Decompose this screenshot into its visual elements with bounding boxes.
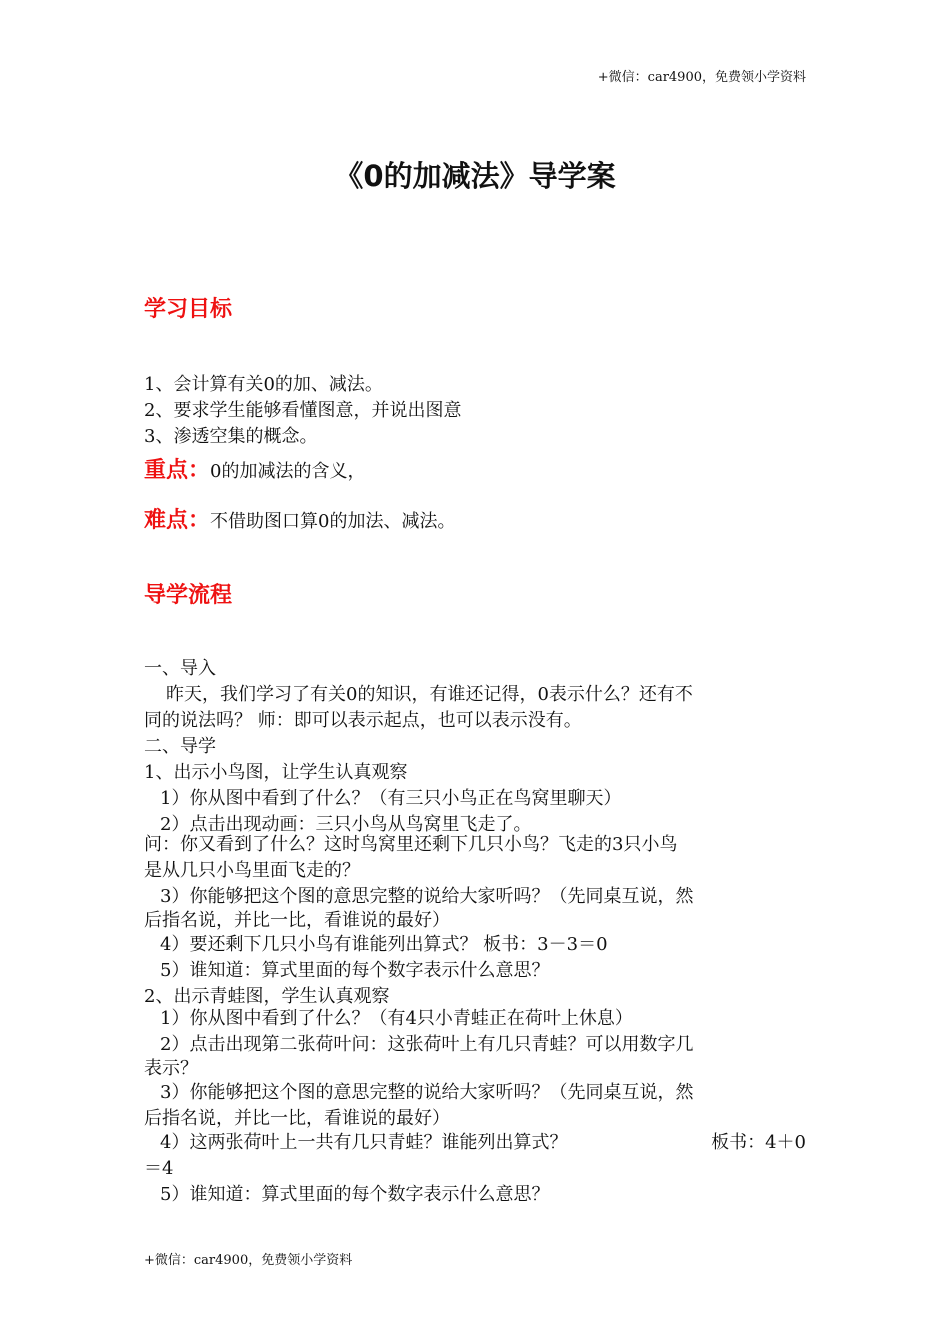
flow-line: 1）你从图中看到了什么？（有4只小青蛙正在荷叶上休息） bbox=[160, 1008, 633, 1029]
flow-line: 2）点击出现第二张荷叶问：这张荷叶上有几只青蛙？可以用数字几 bbox=[160, 1034, 694, 1055]
flow-line: 2、出示青蛙图，学生认真观察 bbox=[144, 986, 390, 1007]
flow-line: 5）谁知道：算式里面的每个数字表示什么意思？ bbox=[160, 960, 550, 981]
flow-line: 3）你能够把这个图的意思完整的说给大家听吗？（先同桌互说，然 bbox=[160, 886, 694, 907]
goal-item-3: 3、渗透空集的概念。 bbox=[144, 426, 318, 447]
flow-line: 1）你从图中看到了什么？（有三只小鸟正在鸟窝里聊天） bbox=[160, 788, 622, 809]
goal-item-1: 1、会计算有关0的加、减法。 bbox=[144, 374, 383, 395]
key-point-label: 重点： bbox=[144, 458, 211, 483]
header-watermark: +微信：car4900，免费领小学资料 bbox=[597, 70, 806, 85]
board-note: 板书：4＋0 bbox=[711, 1132, 806, 1153]
flow-line: 是从几只小鸟里面飞走的？ bbox=[144, 860, 360, 881]
key-point bbox=[144, 458, 365, 485]
flow-line: 4）要还剩下几只小鸟有谁能列出算式？ 板书：3－3＝0 bbox=[160, 934, 608, 955]
flow-line: 2）点击出现动画：三只小鸟从鸟窝里飞走了。 bbox=[160, 814, 532, 835]
flow-line-split bbox=[144, 1130, 806, 1156]
flow-line: ＝4 bbox=[144, 1158, 174, 1179]
flow-line: 二、导学 bbox=[144, 736, 216, 757]
flow-line: 昨天，我们学习了有关0的知识，有谁还记得，0表示什么？还有不 bbox=[166, 684, 693, 705]
flow-line: 一、导入 bbox=[144, 658, 216, 679]
goal-item-2: 2、要求学生能够看懂图意，并说出图意 bbox=[144, 400, 462, 421]
difficulty-label: 难点： bbox=[144, 508, 211, 533]
flow-line: 后指名说，并比一比，看谁说的最好） bbox=[144, 1108, 450, 1129]
flow-heading: 导学流程 bbox=[144, 583, 233, 608]
flow-line: 表示？ bbox=[144, 1058, 198, 1079]
flow-line: 后指名说，并比一比，看谁说的最好） bbox=[144, 910, 450, 931]
goals-heading: 学习目标 bbox=[144, 297, 233, 322]
footer-watermark: +微信：car4900，免费领小学资料 bbox=[144, 1253, 353, 1268]
flow-line: 同的说法吗？ 师：即可以表示起点，也可以表示没有。 bbox=[144, 710, 582, 731]
difficulty bbox=[144, 508, 455, 535]
page-title: 《0的加减法》导学案 bbox=[334, 159, 616, 193]
flow-line: 3）你能够把这个图的意思完整的说给大家听吗？（先同桌互说，然 bbox=[160, 1082, 694, 1103]
key-point-text: 0的加减法的含义， bbox=[210, 461, 366, 482]
difficulty-text: 不借助图口算0的加法、减法。 bbox=[210, 511, 456, 532]
flow-line: 5）谁知道：算式里面的每个数字表示什么意思？ bbox=[160, 1184, 550, 1205]
flow-line: 1、出示小鸟图，让学生认真观察 bbox=[144, 762, 408, 783]
flow-line: 4）这两张荷叶上一共有几只青蛙？谁能列出算式？ bbox=[160, 1132, 568, 1153]
flow-line: 问：你又看到了什么？这时鸟窝里还剩下几只小鸟？飞走的3只小鸟 bbox=[144, 834, 678, 855]
